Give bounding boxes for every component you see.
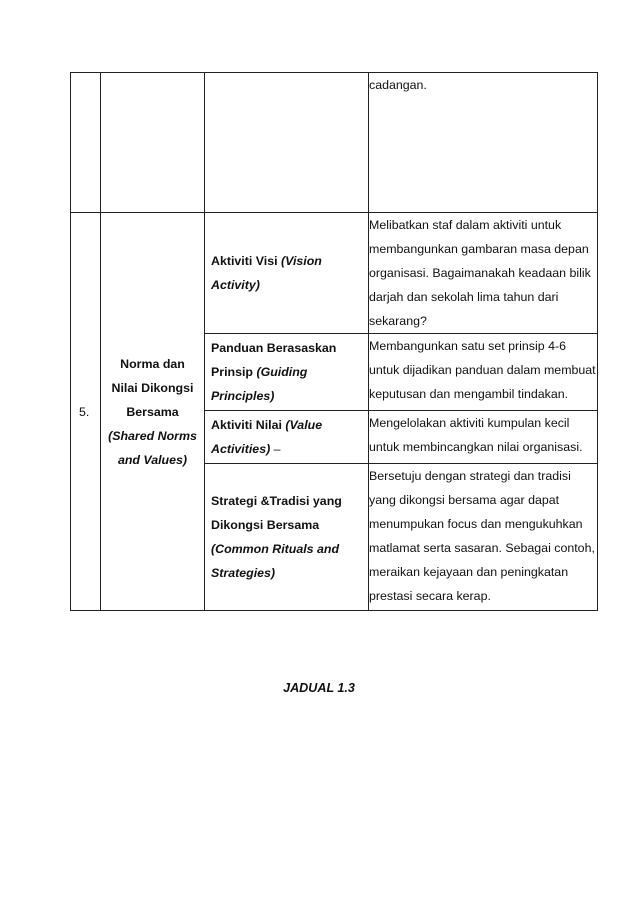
row-number: 5. [71,213,101,611]
norm-cell [101,213,205,611]
table-cell [71,73,101,213]
description-cell: Membangunkan satu set prinsip 4-6 untuk dijadikan panduan dalam membuat keputusan dan mengambil tindakan. [369,334,598,411]
table-cell [101,73,205,213]
activity-name-main: Aktiviti Nilai [211,418,286,432]
norm-line: Bersama [126,404,179,419]
norm-line-italic: and Values) [117,452,188,467]
activity-name [205,411,369,464]
activity-name [205,334,369,411]
activity-name-main: Strategi &Tradisi yang Dikongsi Bersama [211,494,342,532]
activity-name [205,213,369,334]
activity-name-main: Panduan Berasaskan Prinsip [211,341,337,379]
strategy-table [70,72,598,611]
table-cell [205,73,369,213]
activity-name-english: (Common Rituals and Strategies) [211,542,340,580]
description-cell: Bersetuju dengan strategi dan tradisi yang dikongsi bersama agar dapat menumpukan focus dan mengukuhkan matlamat serta sasaran. Sebagai contoh, meraikan kejayaan dan peningkatan prestasi secara kerap. [369,464,598,611]
table-caption: JADUAL 1.3 [283,681,355,695]
activity-name-english: (Value Activities) [211,418,323,456]
norm-line: Norma dan [120,356,185,371]
activity-name-tail: – [270,442,281,456]
activity-name [205,464,369,611]
table-row [71,73,598,213]
norm-line: Nilai Dikongsi [111,380,194,395]
activity-name-english: (Guiding Principles) [211,365,308,403]
description-cell: cadangan. [369,73,598,213]
activity-name-english: (Vision Activity) [211,254,322,292]
description-cell: Melibatkan staf dalam aktiviti untuk membangunkan gambaran masa depan organisasi. Bagaimanakah keadaan bilik darjah dan sekolah lima tahun dari sekarang? [369,213,598,334]
table-row [71,213,598,334]
description-cell: Mengelolakan aktiviti kumpulan kecil untuk membincangkan nilai organisasi. [369,411,598,464]
norm-line-italic: (Shared Norms [108,428,197,443]
activity-name-main: Aktiviti Visi [211,254,282,268]
